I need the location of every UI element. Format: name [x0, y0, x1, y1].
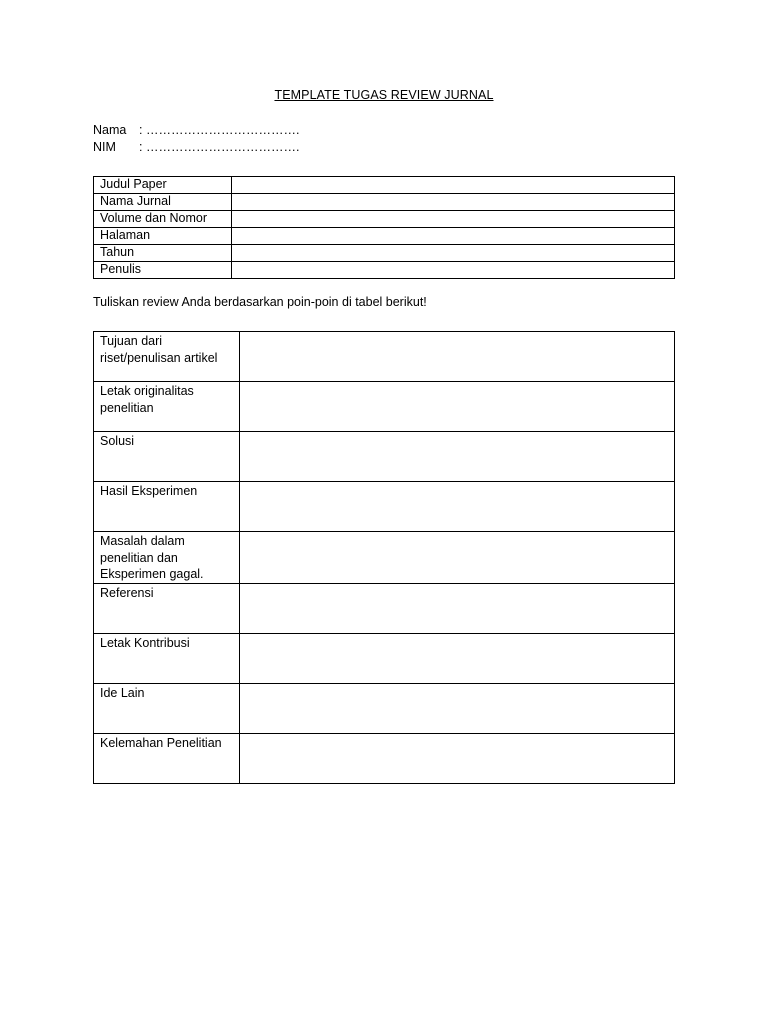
review-value-tujuan	[240, 332, 675, 382]
review-instruction: Tuliskan review Anda berdasarkan poin-poin di tabel berikut!	[93, 295, 427, 309]
nama-value: : ……………………………….	[139, 123, 300, 137]
review-points-table	[93, 331, 675, 784]
table-row	[94, 532, 675, 584]
table-row	[94, 382, 675, 432]
nim-line	[93, 140, 299, 154]
info-value-penulis	[232, 262, 675, 279]
review-label-referensi: Referensi	[94, 583, 240, 633]
nim-value: : ……………………………….	[139, 140, 300, 154]
table-row	[94, 262, 675, 279]
review-value-masalah	[240, 532, 675, 584]
table-row	[94, 194, 675, 211]
review-label-kontribusi: Letak Kontribusi	[94, 633, 240, 683]
nama-line	[93, 123, 299, 137]
info-label-judul-paper: Judul Paper	[94, 177, 232, 194]
info-label-halaman: Halaman	[94, 228, 232, 245]
review-value-hasil-eksperimen	[240, 482, 675, 532]
document-title: TEMPLATE TUGAS REVIEW JURNAL	[274, 88, 494, 102]
review-label-masalah: Masalah dalam penelitian dan Eksperimen gagal.	[94, 532, 240, 584]
info-value-tahun	[232, 245, 675, 262]
review-value-originalitas	[240, 382, 675, 432]
info-value-halaman	[232, 228, 675, 245]
table-row	[94, 332, 675, 382]
review-label-ide-lain: Ide Lain	[94, 683, 240, 733]
review-label-originalitas: Letak originalitas penelitian	[94, 382, 240, 432]
info-value-volume-nomor	[232, 211, 675, 228]
table-row	[94, 633, 675, 683]
table-row	[94, 432, 675, 482]
review-label-tujuan: Tujuan dari riset/penulisan artikel	[94, 332, 240, 382]
review-value-kontribusi	[240, 633, 675, 683]
review-label-hasil-eksperimen: Hasil Eksperimen	[94, 482, 240, 532]
table-row	[94, 228, 675, 245]
table-row	[94, 683, 675, 733]
paper-info-table	[93, 176, 675, 279]
review-value-solusi	[240, 432, 675, 482]
info-label-tahun: Tahun	[94, 245, 232, 262]
info-label-volume-nomor: Volume dan Nomor	[94, 211, 232, 228]
review-value-ide-lain	[240, 683, 675, 733]
review-label-kelemahan: Kelemahan Penelitian	[94, 733, 240, 783]
table-row	[94, 177, 675, 194]
info-value-nama-jurnal	[232, 194, 675, 211]
table-row	[94, 733, 675, 783]
nim-label: NIM	[93, 140, 116, 154]
info-label-nama-jurnal: Nama Jurnal	[94, 194, 232, 211]
review-label-solusi: Solusi	[94, 432, 240, 482]
info-label-penulis: Penulis	[94, 262, 232, 279]
table-row	[94, 245, 675, 262]
table-row	[94, 482, 675, 532]
table-row	[94, 583, 675, 633]
review-value-referensi	[240, 583, 675, 633]
nama-label: Nama	[93, 123, 127, 137]
info-value-judul-paper	[232, 177, 675, 194]
review-value-kelemahan	[240, 733, 675, 783]
table-row	[94, 211, 675, 228]
